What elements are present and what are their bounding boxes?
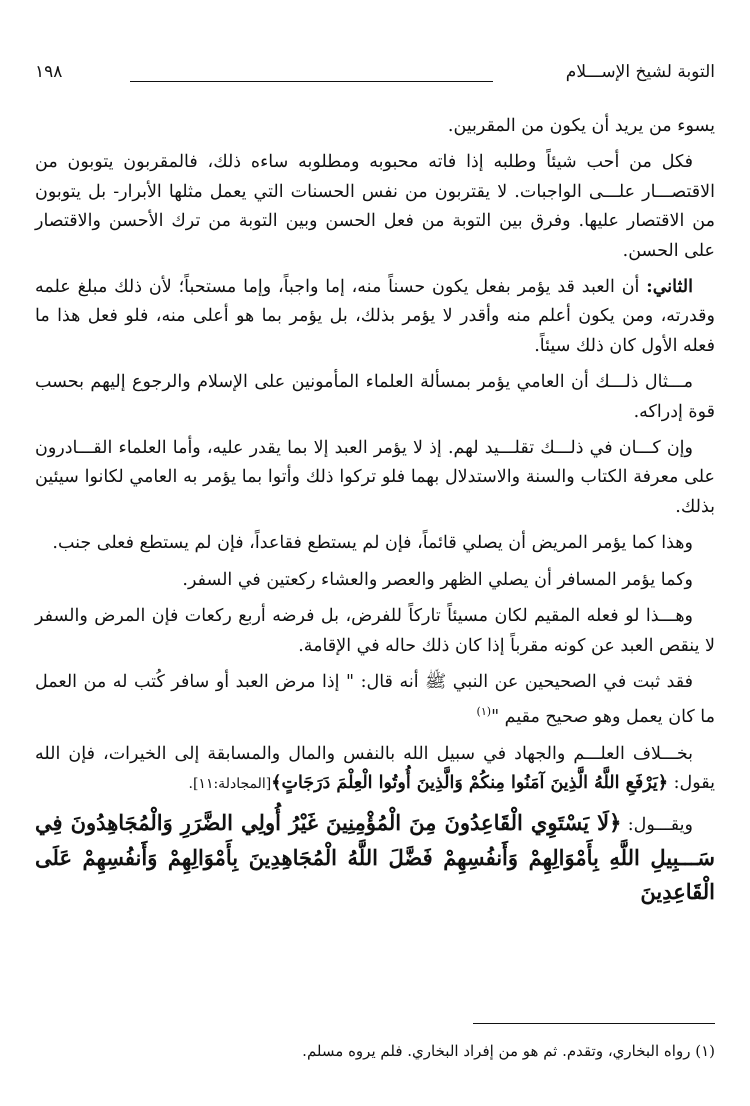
paragraph-text: فقد ثبت في الصحيحين عن النبي ﷺ أنه قال: " إذا مرض العبد أو سافر كُتب له من العمل ما كان يعمل وهو صحيح مقيم " <box>35 671 715 728</box>
paragraph: يسوء من يريد أن يكون من المقربين. <box>447 116 715 136</box>
quran-verse: ﴿لَا يَسْتَوِي الْقَاعِدُونَ مِنَ الْمُؤْمِنِينَ غَيْرُ أُولِي الضَّرَرِ وَالْمُجَاهِدُونَ فِي سَـــبِيلِ اللَّهِ بِأَمْوَالِهِمْ وَأَنفُسِهِمْ فَضَّلَ اللَّهُ الْمُجَاهِدِينَ بِأَمْوَالِهِمْ وَأَنفُسِهِمْ عَلَى الْقَاعِدِينَ <box>35 810 715 905</box>
paragraph-text: بخـــلاف العلـــم والجهاد في سبيل الله بالنفس والمال والمسابقة إلى الخيرات، فإن الله يقول: <box>35 743 715 793</box>
quran-verse: ﴿يَرْفَعِ اللَّهُ الَّذِينَ آمَنُوا مِنكُمْ وَالَّذِينَ أُوتُوا الْعِلْمَ دَرَجَاتٍ﴾ <box>271 772 669 793</box>
paragraph: وإن كـــان في ذلـــك تقلـــيد لهم. إذ لا يؤمر العبد إلا بما يقدر عليه، وأما العلماء القـــادرون على معرفة الكتاب والسنة والاستدلال بهما فلو تركوا ذلك وأتوا بما يؤمر به العامي لكانوا سيئين بذلك. <box>35 438 715 517</box>
paragraph: وكما يؤمر المسافر أن يصلي الظهر والعصر والعشاء ركعتين في السفر. <box>182 569 693 590</box>
paragraph <box>35 806 715 909</box>
verse-reference: [المجادلة:١١]. <box>188 775 272 792</box>
page-number: ١٩٨ <box>35 62 63 82</box>
page-header <box>35 62 715 92</box>
footnote-rule <box>473 1023 715 1024</box>
paragraph: وهـــذا لو فعله المقيم لكان مسيئاً تاركاً للفرض، بل فرضه أربع ركعات فإن المرض والسفر لا ينقص العبد عن كونه مقرباً إذا كان ذلك حاله في الإقامة. <box>35 606 715 656</box>
body-text <box>35 112 715 917</box>
header-rule <box>130 81 493 82</box>
paragraph-text: ويقـــول: <box>621 815 693 836</box>
footnote: (١) رواه البخاري، وتقدم. ثم هو من إفراد البخاري. فلم يروه مسلم. <box>302 1042 715 1060</box>
running-title: التوبة لشيخ الإســـلام <box>565 62 715 82</box>
paragraph <box>35 740 715 800</box>
footnote-marker: (١) <box>476 705 492 719</box>
paragraph: فكل من أحب شيئاً وطلبه إذا فاته محبوبه ومطلوبه ساءه ذلك، فالمقربون يتوبون من الاقتصـــار علـــى الواجبات. لا يقتربون من نفس الحسنات التي يعمل مثلها الأبرار- بل يتوبون من الاقتصار عليها. وفرق بين التوبة من فعل الحسن وبين التوبة من ترك الأحسن والاقتصار على الحسن. <box>35 152 715 261</box>
paragraph: وهذا كما يؤمر المريض أن يصلي قائماً، فإن لم يستطع فقاعداً، فإن لم يستطع فعلى جنب. <box>52 533 693 554</box>
paragraph <box>35 668 715 733</box>
paragraph-lead: الثاني: <box>646 277 693 298</box>
paragraph: مـــثال ذلـــك أن العامي يؤمر بمسألة العلماء المأمونين على الإسلام والرجوع إليهم بحسب قوة إدراكه. <box>35 372 715 422</box>
paragraph-text: أن العبد قد يؤمر بفعل يكون حسناً منه، إما واجباً، وإما مستحباً؛ لأن ذلك مبلغ علمه وقدرته، ومن يكون أعلم منه وأقدر لا يؤمر بذلك، بل يؤمر بما هو أعلى منه، فلو فعل هذا ما فعله الأول كان ذلك سيئاً. <box>35 277 715 356</box>
paragraph <box>35 273 715 361</box>
